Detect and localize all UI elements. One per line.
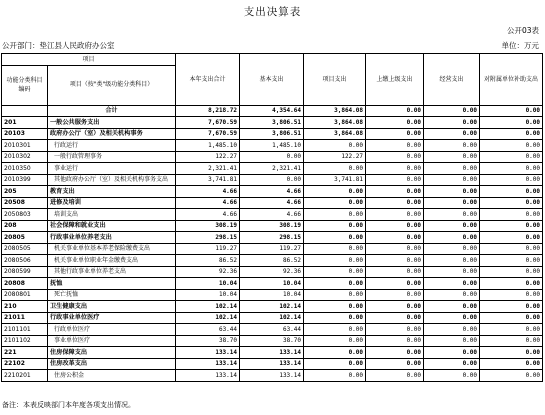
cell-basic: 4.66 — [240, 186, 304, 198]
cell-basic: 4.66 — [240, 209, 304, 221]
cell-subsidy: 0.00 — [480, 278, 543, 290]
cell-project: 0.00 — [304, 197, 366, 209]
cell-upper: 0.00 — [366, 128, 424, 140]
header-subsidy: 对附属单位补助支出 — [480, 54, 543, 106]
cell-subsidy: 0.00 — [480, 197, 543, 209]
cell-name: 政府办公厅（室）及相关机构事务 — [48, 128, 176, 140]
cell-basic: 102.14 — [240, 301, 304, 313]
cell-code: 221 — [2, 347, 48, 359]
cell-total: 10.04 — [176, 278, 240, 290]
cell-total: 102.14 — [176, 301, 240, 313]
cell-business: 0.00 — [424, 266, 480, 278]
cell-code: 2080505 — [2, 243, 48, 255]
cell-business: 0.00 — [424, 117, 480, 129]
header-project: 项目支出 — [304, 54, 366, 106]
cell-code: 2210201 — [2, 370, 48, 382]
cell-basic: 102.14 — [240, 312, 304, 324]
table-row — [2, 335, 543, 347]
footnote: 备注：本表反映部门本年度各项支出情况。 — [2, 401, 135, 409]
cell-code: 2010302 — [2, 151, 48, 163]
cell-project: 0.00 — [304, 186, 366, 198]
cell-total: 119.27 — [176, 243, 240, 255]
cell-project: 0.00 — [304, 370, 366, 382]
cell-business: 0.00 — [424, 140, 480, 152]
cell-business: 0.00 — [424, 312, 480, 324]
table-row — [2, 324, 543, 336]
cell-subsidy: 0.00 — [480, 312, 543, 324]
cell-name: 事业运行 — [48, 163, 176, 175]
cell-basic: 4.66 — [240, 197, 304, 209]
cell-subsidy: 0.00 — [480, 220, 543, 232]
header-item-group: 项目 — [2, 54, 176, 66]
cell-basic: 0.00 — [240, 174, 304, 186]
cell-name: 行政单位医疗 — [48, 324, 176, 336]
table-row — [2, 220, 543, 232]
table-row — [2, 266, 543, 278]
cell-upper: 0.00 — [366, 232, 424, 244]
cell-project: 0.00 — [304, 312, 366, 324]
cell-project: 0.00 — [304, 243, 366, 255]
cell-subsidy: 0.00 — [480, 289, 543, 301]
cell-business: 0.00 — [424, 105, 480, 117]
cell-business: 0.00 — [424, 220, 480, 232]
cell-total: 7,670.59 — [176, 128, 240, 140]
cell-project: 0.00 — [304, 358, 366, 370]
cell-total: 8,218.72 — [176, 105, 240, 117]
cell-code: 205 — [2, 186, 48, 198]
cell-name: 一般公共服务支出 — [48, 117, 176, 129]
table-row — [2, 128, 543, 140]
cell-upper: 0.00 — [366, 209, 424, 221]
cell-basic: 4,354.64 — [240, 105, 304, 117]
cell-total: 4.66 — [176, 197, 240, 209]
cell-basic: 92.36 — [240, 266, 304, 278]
cell-code — [2, 105, 48, 117]
cell-total: 122.27 — [176, 151, 240, 163]
cell-subsidy: 0.00 — [480, 151, 543, 163]
cell-total: 2,321.41 — [176, 163, 240, 175]
cell-project: 3,741.81 — [304, 174, 366, 186]
cell-upper: 0.00 — [366, 347, 424, 359]
cell-total: 308.19 — [176, 220, 240, 232]
cell-project: 0.00 — [304, 266, 366, 278]
cell-upper: 0.00 — [366, 370, 424, 382]
cell-upper: 0.00 — [366, 324, 424, 336]
cell-total: 133.14 — [176, 347, 240, 359]
cell-business: 0.00 — [424, 186, 480, 198]
cell-subsidy: 0.00 — [480, 301, 543, 313]
cell-upper: 0.00 — [366, 289, 424, 301]
cell-total: 38.70 — [176, 335, 240, 347]
cell-upper: 0.00 — [366, 163, 424, 175]
cell-total: 133.14 — [176, 358, 240, 370]
table-row — [2, 209, 543, 221]
header-business: 经营支出 — [424, 54, 480, 106]
cell-code: 2010301 — [2, 140, 48, 152]
table-row — [2, 301, 543, 313]
cell-name: 住房保障支出 — [48, 347, 176, 359]
cell-subsidy: 0.00 — [480, 186, 543, 198]
cell-code: 20808 — [2, 278, 48, 290]
cell-upper: 0.00 — [366, 140, 424, 152]
cell-basic: 38.70 — [240, 335, 304, 347]
cell-upper: 0.00 — [366, 197, 424, 209]
table-body — [2, 105, 543, 381]
cell-upper: 0.00 — [366, 220, 424, 232]
header-name: 项目（按"类"级功能分类科目） — [48, 65, 176, 105]
cell-name: 机关事业单位基本养老保险缴费支出 — [48, 243, 176, 255]
cell-project: 0.00 — [304, 209, 366, 221]
table-row — [2, 174, 543, 186]
cell-project: 0.00 — [304, 140, 366, 152]
cell-name: 进修及培训 — [48, 197, 176, 209]
cell-basic: 0.00 — [240, 151, 304, 163]
cell-project: 0.00 — [304, 278, 366, 290]
table-row — [2, 255, 543, 267]
cell-business: 0.00 — [424, 278, 480, 290]
cell-subsidy: 0.00 — [480, 174, 543, 186]
cell-project: 0.00 — [304, 220, 366, 232]
table-row — [2, 312, 543, 324]
cell-name: 住房改革支出 — [48, 358, 176, 370]
cell-upper: 0.00 — [366, 301, 424, 313]
cell-code: 22102 — [2, 358, 48, 370]
cell-name: 培训支出 — [48, 209, 176, 221]
unit-label: 单位：万元 — [501, 41, 539, 50]
cell-total: 86.52 — [176, 255, 240, 267]
table-row — [2, 105, 543, 117]
cell-basic: 133.14 — [240, 370, 304, 382]
cell-total: 133.14 — [176, 370, 240, 382]
cell-business: 0.00 — [424, 209, 480, 221]
expenditure-table — [1, 53, 543, 382]
cell-code: 2050803 — [2, 209, 48, 221]
cell-name: 住房公积金 — [48, 370, 176, 382]
cell-total: 298.15 — [176, 232, 240, 244]
cell-code: 2080599 — [2, 266, 48, 278]
cell-total: 102.14 — [176, 312, 240, 324]
cell-code: 201 — [2, 117, 48, 129]
cell-business: 0.00 — [424, 128, 480, 140]
table-row — [2, 358, 543, 370]
cell-basic: 308.19 — [240, 220, 304, 232]
cell-project: 0.00 — [304, 335, 366, 347]
cell-name: 卫生健康支出 — [48, 301, 176, 313]
header-total: 本年支出合计 — [176, 54, 240, 106]
header-upper: 上缴上级支出 — [366, 54, 424, 106]
cell-business: 0.00 — [424, 255, 480, 267]
cell-basic: 1,485.10 — [240, 140, 304, 152]
cell-total: 3,741.81 — [176, 174, 240, 186]
cell-name: 行政事业单位医疗 — [48, 312, 176, 324]
cell-upper: 0.00 — [366, 105, 424, 117]
cell-business: 0.00 — [424, 324, 480, 336]
cell-name: 教育支出 — [48, 186, 176, 198]
cell-project: 0.00 — [304, 232, 366, 244]
cell-business: 0.00 — [424, 232, 480, 244]
cell-basic: 63.44 — [240, 324, 304, 336]
cell-project: 0.00 — [304, 163, 366, 175]
cell-business: 0.00 — [424, 243, 480, 255]
cell-code: 2080506 — [2, 255, 48, 267]
cell-business: 0.00 — [424, 174, 480, 186]
cell-basic: 133.14 — [240, 347, 304, 359]
cell-basic: 2,321.41 — [240, 163, 304, 175]
cell-upper: 0.00 — [366, 186, 424, 198]
cell-basic: 86.52 — [240, 255, 304, 267]
table-row — [2, 140, 543, 152]
header-basic: 基本支出 — [240, 54, 304, 106]
cell-code: 2010399 — [2, 174, 48, 186]
table-row — [2, 347, 543, 359]
cell-business: 0.00 — [424, 370, 480, 382]
cell-code: 20508 — [2, 197, 48, 209]
cell-upper: 0.00 — [366, 174, 424, 186]
cell-total: 4.66 — [176, 209, 240, 221]
cell-upper: 0.00 — [366, 117, 424, 129]
table-row — [2, 186, 543, 198]
cell-subsidy: 0.00 — [480, 105, 543, 117]
cell-subsidy: 0.00 — [480, 163, 543, 175]
cell-upper: 0.00 — [366, 266, 424, 278]
cell-subsidy: 0.00 — [480, 324, 543, 336]
table-row — [2, 197, 543, 209]
cell-subsidy: 0.00 — [480, 209, 543, 221]
cell-total: 7,670.59 — [176, 117, 240, 129]
cell-code: 20805 — [2, 232, 48, 244]
cell-project: 3,864.08 — [304, 128, 366, 140]
cell-project: 0.00 — [304, 347, 366, 359]
cell-business: 0.00 — [424, 151, 480, 163]
table-number: 公开03表 — [506, 26, 539, 35]
cell-subsidy: 0.00 — [480, 243, 543, 255]
cell-project: 0.00 — [304, 301, 366, 313]
cell-code: 21011 — [2, 312, 48, 324]
cell-code: 2101102 — [2, 335, 48, 347]
cell-code: 210 — [2, 301, 48, 313]
cell-code: 2080801 — [2, 289, 48, 301]
cell-business: 0.00 — [424, 358, 480, 370]
cell-total: 92.36 — [176, 266, 240, 278]
cell-basic: 3,806.51 — [240, 117, 304, 129]
cell-name: 其他行政事业单位养老支出 — [48, 266, 176, 278]
table-row — [2, 117, 543, 129]
cell-upper: 0.00 — [366, 243, 424, 255]
cell-subsidy: 0.00 — [480, 358, 543, 370]
cell-subsidy: 0.00 — [480, 117, 543, 129]
cell-project: 3,864.08 — [304, 105, 366, 117]
cell-project: 0.00 — [304, 255, 366, 267]
cell-name: 社会保障和就业支出 — [48, 220, 176, 232]
cell-basic: 3,806.51 — [240, 128, 304, 140]
cell-subsidy: 0.00 — [480, 370, 543, 382]
cell-code: 208 — [2, 220, 48, 232]
cell-project: 0.00 — [304, 289, 366, 301]
page-title: 支出决算表 — [243, 6, 302, 18]
cell-subsidy: 0.00 — [480, 232, 543, 244]
cell-project: 3,864.08 — [304, 117, 366, 129]
cell-code: 20103 — [2, 128, 48, 140]
cell-name: 行政运行 — [48, 140, 176, 152]
cell-subsidy: 0.00 — [480, 255, 543, 267]
department-label: 公开部门：垫江县人民政府办公室 — [2, 41, 115, 50]
table-row — [2, 370, 543, 382]
cell-total: 4.66 — [176, 186, 240, 198]
cell-basic: 133.14 — [240, 358, 304, 370]
cell-code: 2101101 — [2, 324, 48, 336]
cell-name: 行政事业单位养老支出 — [48, 232, 176, 244]
cell-project: 0.00 — [304, 324, 366, 336]
cell-basic: 119.27 — [240, 243, 304, 255]
table-row — [2, 232, 543, 244]
table-row — [2, 163, 543, 175]
cell-upper: 0.00 — [366, 312, 424, 324]
cell-upper: 0.00 — [366, 278, 424, 290]
table-row — [2, 289, 543, 301]
cell-basic: 298.15 — [240, 232, 304, 244]
cell-project: 122.27 — [304, 151, 366, 163]
cell-total: 10.04 — [176, 289, 240, 301]
table-row — [2, 243, 543, 255]
cell-name: 一般行政管理事务 — [48, 151, 176, 163]
cell-business: 0.00 — [424, 163, 480, 175]
cell-name: 其他政府办公厅（室）及相关机构事务支出 — [48, 174, 176, 186]
cell-code: 2010350 — [2, 163, 48, 175]
table-row — [2, 278, 543, 290]
cell-upper: 0.00 — [366, 358, 424, 370]
cell-name: 死亡抚恤 — [48, 289, 176, 301]
cell-upper: 0.00 — [366, 151, 424, 163]
cell-name: 事业单位医疗 — [48, 335, 176, 347]
cell-business: 0.00 — [424, 289, 480, 301]
cell-name: 合计 — [48, 105, 176, 117]
cell-subsidy: 0.00 — [480, 128, 543, 140]
cell-total: 1,485.10 — [176, 140, 240, 152]
cell-subsidy: 0.00 — [480, 140, 543, 152]
cell-subsidy: 0.00 — [480, 347, 543, 359]
cell-name: 机关事业单位职业年金缴费支出 — [48, 255, 176, 267]
cell-business: 0.00 — [424, 335, 480, 347]
cell-upper: 0.00 — [366, 335, 424, 347]
cell-name: 抚恤 — [48, 278, 176, 290]
cell-business: 0.00 — [424, 347, 480, 359]
cell-subsidy: 0.00 — [480, 335, 543, 347]
cell-subsidy: 0.00 — [480, 266, 543, 278]
cell-total: 63.44 — [176, 324, 240, 336]
cell-basic: 10.04 — [240, 278, 304, 290]
cell-upper: 0.00 — [366, 255, 424, 267]
cell-business: 0.00 — [424, 301, 480, 313]
table-row — [2, 151, 543, 163]
header-code: 功能分类科目编码 — [2, 65, 48, 105]
cell-basic: 10.04 — [240, 289, 304, 301]
cell-business: 0.00 — [424, 197, 480, 209]
